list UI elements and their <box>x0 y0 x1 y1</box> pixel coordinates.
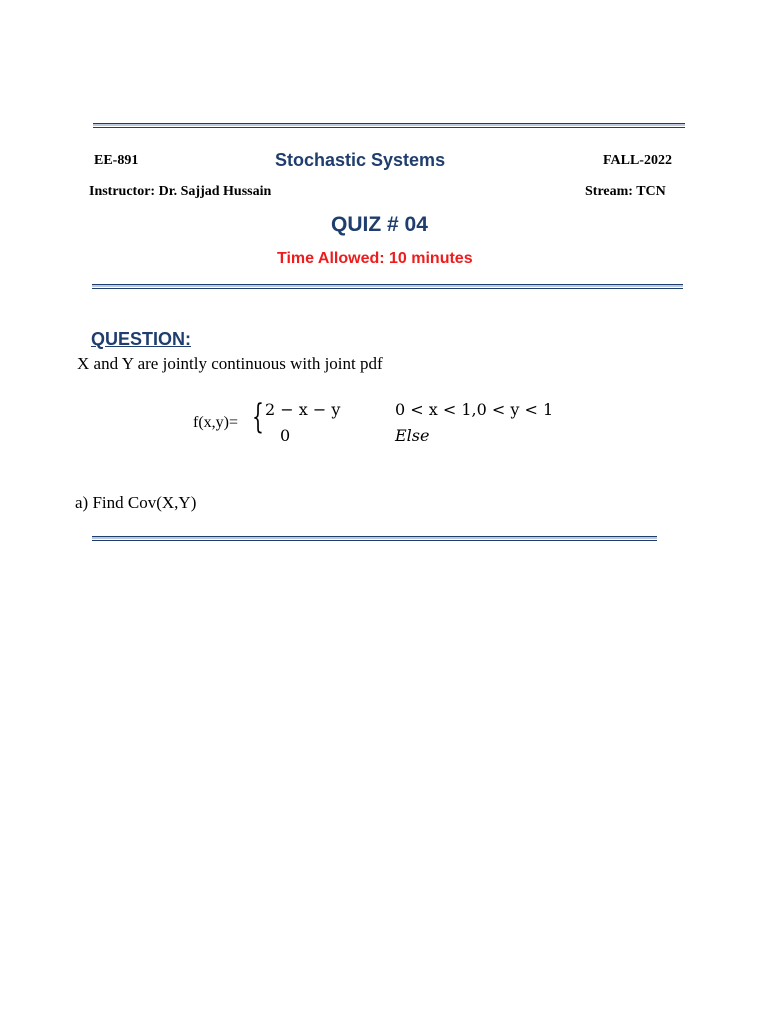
question-part-a: a) Find Cov(X,Y) <box>75 493 197 512</box>
bottom-double-rule <box>92 536 657 541</box>
stream: Stream: TCN <box>585 184 666 199</box>
course-code: EE-891 <box>94 153 139 168</box>
pdf-lhs: f(x,y)= <box>193 414 239 431</box>
left-brace-icon: { <box>252 397 264 437</box>
quiz-title: QUIZ # 04 <box>331 213 428 236</box>
question-heading: QUESTION: <box>91 329 192 349</box>
pdf-case1-expression: 2 − x − y <box>265 400 341 419</box>
instructor: Instructor: Dr. Sajjad Hussain <box>89 184 272 199</box>
semester: FALL-2022 <box>603 153 672 168</box>
time-allowed: Time Allowed: 10 minutes <box>277 250 473 267</box>
pdf-case1-condition: 0 < x < 1,0 < y < 1 <box>395 400 554 419</box>
course-title: Stochastic Systems <box>275 150 446 170</box>
middle-double-rule <box>92 284 683 289</box>
pdf-case2-expression: 0 <box>280 426 291 445</box>
pdf-case2-condition: Else <box>395 426 430 445</box>
top-double-rule <box>93 123 685 128</box>
question-statement: X and Y are jointly continuous with joint pdf <box>77 354 383 373</box>
